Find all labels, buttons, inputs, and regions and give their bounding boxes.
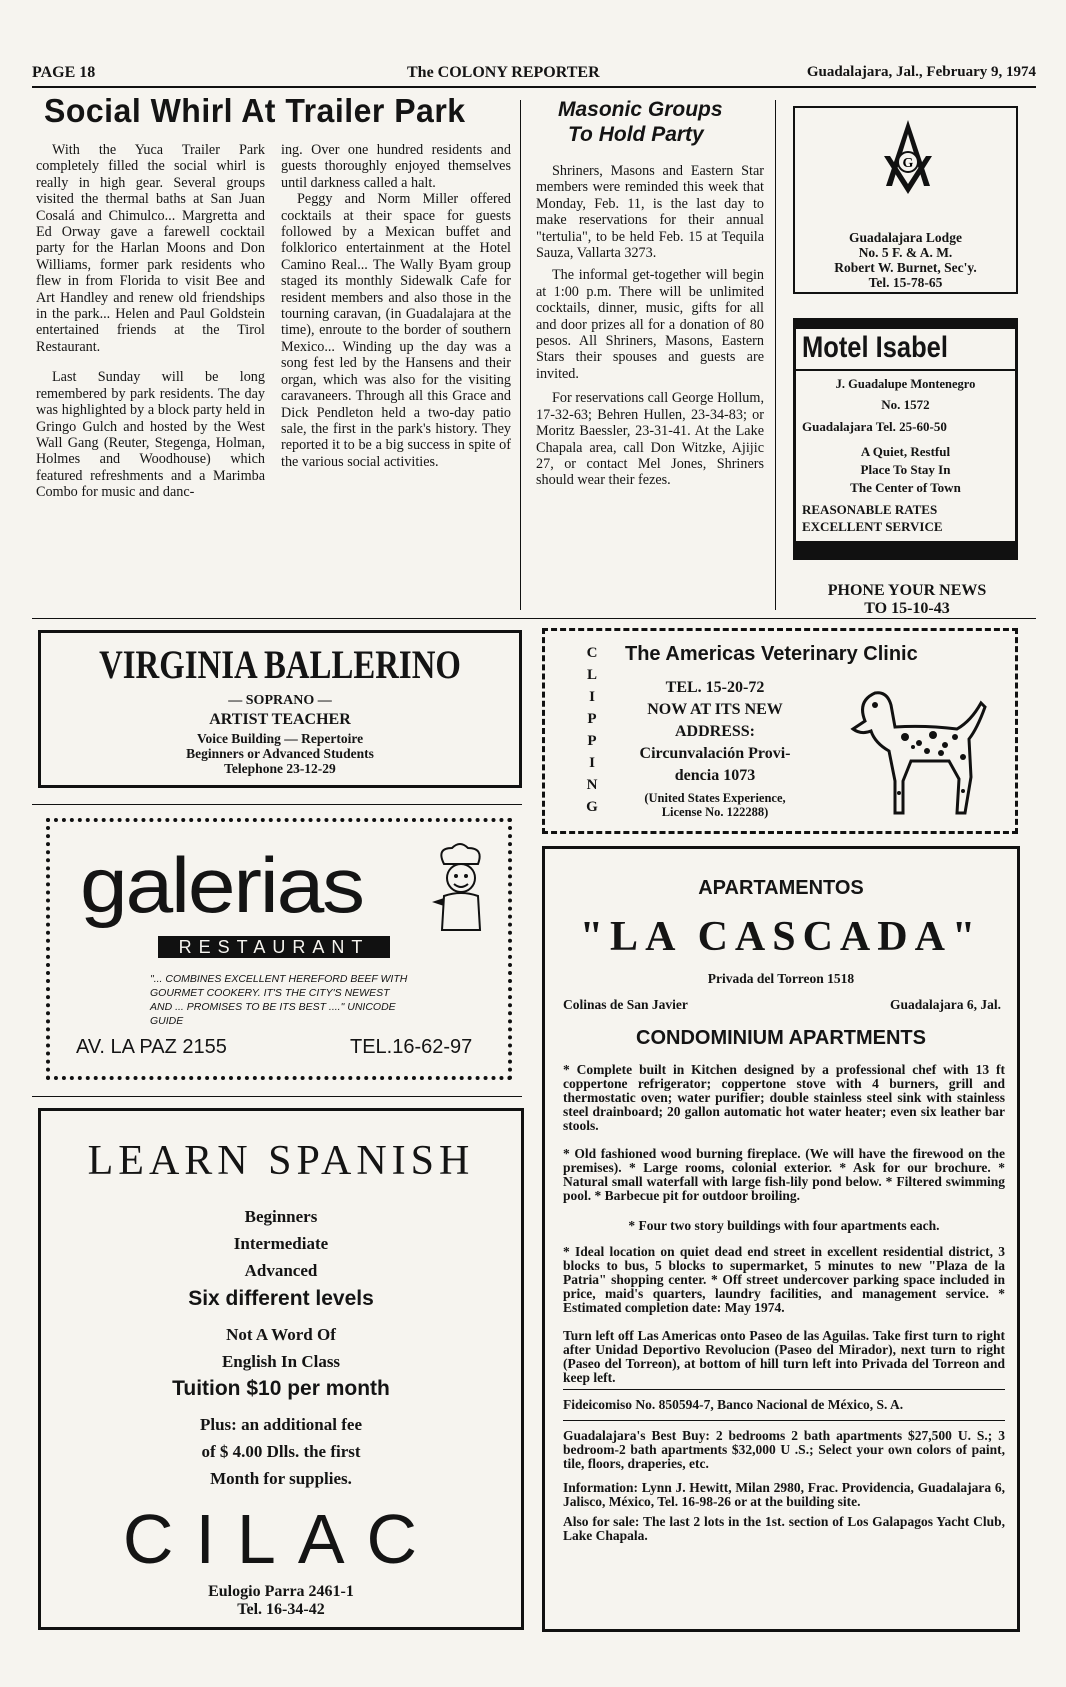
galerias-logo: galerias (80, 841, 363, 929)
lodge-name: Guadalajara Lodge (849, 230, 962, 245)
section-rule (32, 804, 522, 805)
cascada-directions: Turn left off Las Americas onto Paseo de las Aguilas. Take first turn to right after Unidad Deportivo Revolucion (Paseo del Mirador), next turn to right (Paseo del Torreon), at bottom of hill turn left into Privada del Torreon and keep left. (563, 1328, 1005, 1385)
section-rule (32, 618, 1036, 619)
spanish-six-levels: Six different levels (188, 1287, 374, 1310)
phone-news (793, 582, 1021, 618)
article-headline-trailer: Social Whirl At Trailer Park (44, 92, 466, 129)
motel-rates (802, 501, 943, 535)
spanish-line: English In Class (221, 1352, 341, 1371)
paragraph: Last Sunday will be long remembered by park residents. The day was highlighted by a block party held in Gringo Gulch and hosted by the West Wall Gang (Reuter, Stegenga, Holman, Holmes and Woodhouse) which featured refreshments and a Marimba Combo for music and danc- (36, 369, 265, 501)
header-rule (32, 86, 1036, 88)
motel-rates-line: REASONABLE RATES (802, 502, 938, 517)
virginia-soprano: — SOPRANO — (228, 693, 332, 708)
vet-line: ADDRESS: (674, 723, 755, 740)
cilac-address: Eulogio Parra 2461-1 (208, 1583, 354, 1600)
lodge-number: No. 5 F. & A. M. (858, 245, 953, 260)
cascada-best-buy: Guadalajara's Best Buy: 2 bedrooms 2 bath apartments $27,500 U. S.; 3 bedroom-2 bath apartments $32,000 U .S.; Select your own colors of paint, tile, floors, draperies, etc. (563, 1420, 1005, 1471)
motel-number: No. 1572 (881, 397, 930, 412)
virginia-name: VIRGINIA BALLERINO (99, 642, 461, 687)
article-headline-masonic-1: Masonic Groups (558, 98, 723, 121)
lodge-text (795, 230, 1016, 290)
virginia-line: Voice Building — Repertoire (196, 731, 364, 746)
cascada-information: Information: Lynn J. Hewitt, Milan 2980, Frac. Providencia, Guadalajara 6, Jalisco, México, Tel. 16-98-26 or at the building site. (563, 1480, 1005, 1509)
paper-name: The COLONY REPORTER (407, 64, 600, 81)
vet-ad (542, 628, 1018, 834)
emblem-letter: G (902, 156, 914, 171)
vet-line: License No. 122288) (661, 805, 769, 819)
motel-top-band (796, 321, 1015, 329)
vet-experience (615, 791, 815, 819)
spanish-tuition: Tuition $10 per month (172, 1377, 390, 1400)
vet-line: Circunvalación Provi- (639, 745, 791, 762)
motel-bottom-band (796, 541, 1015, 557)
spanish-line: of $ 4.00 Dlls. the first (201, 1442, 361, 1461)
virginia-line: Beginners or Advanced Students (186, 746, 374, 761)
cascada-fideicomiso: Fideicomiso No. 850594-7, Banco Nacional de México, S. A. (563, 1389, 1005, 1412)
article-trailer-col2 (281, 142, 511, 470)
vet-tel: TEL. 15-20-72 (665, 679, 765, 696)
masonic-emblem-icon (878, 116, 938, 198)
cascada-name: "LA CASCADA" (579, 914, 983, 960)
cascada-ad (542, 846, 1020, 1632)
cascada-apartamentos: APARTAMENTOS (698, 877, 864, 899)
article-headline-masonic-2: To Hold Party (568, 123, 704, 146)
spanish-title: LEARN SPANISH (87, 1138, 475, 1184)
cascada-address: Privada del Torreon 1518 (707, 971, 855, 986)
paragraph: ing. Over one hundred residents and guests thoroughly enjoyed themselves until darkness called a halt. (281, 142, 511, 191)
cascada-feature: * Complete built in Kitchen designed by a professional chef with 13 ft coppertone refrigerator; coppertone stove with 4 burners, grill and thermostatic oven; water purifier; double stainless steel sink with stainless steel drainboard; 20 gallon automatic hot water heater; even six leather bar stools. (563, 1062, 1005, 1133)
page-number: PAGE 18 (32, 64, 96, 81)
paragraph: With the Yuca Trailer Park completely filled the social whirl is really in high gear. Several groups visited the thermal baths at San Juan Cosalá and Chimulco... Margretta and Ed Orway gave a farewell cocktail party for the Harlan Moons and Don Williams, former park residents who flew in from Florida to visit Bee and Art Handley and renew old friendships in the park... Helen and Paul Goldstein entertained friends at the Tirol Restaurant. (36, 142, 265, 355)
phone-news-line: PHONE YOUR NEWS (827, 582, 987, 599)
cascada-city: Guadalajara 6, Jal. (889, 997, 1001, 1012)
cascada-feature: * Ideal location on quiet dead end street in excellent residential district, 3 blocks to bus, 5 blocks to supermarket, 5 minutes to new "Plaza de la Patria" shopping center. * Off street undercover parking space included in price, maid's quarters, laundry facilities, and management service. * Estimated completion date: May 1974. (563, 1244, 1005, 1315)
motel-rates-line: EXCELLENT SERVICE (802, 519, 943, 534)
dalmatian-dog-icon (845, 681, 995, 821)
divider (796, 369, 1015, 371)
lodge-ad (793, 106, 1018, 294)
lodge-tel: Tel. 15-78-65 (868, 275, 943, 290)
motel-tagline-line: A Quiet, Restful (860, 444, 951, 459)
section-rule (32, 1096, 522, 1097)
dateline: Guadalajara, Jal., February 9, 1974 (806, 64, 1036, 80)
spanish-level: Advanced (244, 1261, 318, 1280)
paragraph: For reservations call George Hollum, 17-32-63; Behren Hullen, 23-34-83; or Moritz Baessler, 23-31-41. At the Lake Chapala area, call Don Witzke, Ajijic 27, or contact Mel Jones, Shriners should wear their fezes. (536, 390, 764, 489)
lodge-secretary: Robert W. Burnet, Sec'y. (834, 260, 977, 275)
galerias-band: RESTAURANT (158, 936, 390, 958)
galerias-address: AV. LA PAZ 2155 (76, 1036, 227, 1058)
cascada-feature: * Old fashioned wood burning fireplace. (We will have the firewood on the premises). * Large rooms, colonial exterior. * Ask for our brochure. * Natural small waterfall with large fish-lily pond below. * Filtered swimming pool. * Barbecue pit for outdoor broiling. (563, 1146, 1005, 1203)
virginia-details (41, 731, 519, 776)
galerias-quote: "... COMBINES EXCELLENT HEREFORD BEEF WITH GOURMET COOKERY. IT'S THE CITY'S NEWEST AND ... PROMISES TO BE ITS BEST ...." UNICODE GUIDE (150, 973, 408, 1027)
column-rule (775, 100, 776, 610)
vet-line: NOW AT ITS NEW (647, 701, 783, 718)
galerias-tel: TEL.16-62-97 (350, 1036, 473, 1058)
paragraph: Peggy and Norm Miller offered cocktails at their space for guests followed by a Mexican buffet and folklorico entertainment at the Hotel Camino Real... The Wally Byam group staged its monthly Sidewalk Cafe for resident members and also those in the tourning caravan, (in Guadalajara at the time), enroute to the border of southern Mexico... Winding up the day was a song fest led by the Hansens and their organ, which was also for the visiting caravaneers. Through all this Grace and Dick Pendleton held a two-day patio sale, the first in the park's history. They reported it to be a big success in spite of the various social activities. (281, 191, 511, 470)
cascada-condo: CONDOMINIUM APARTMENTS (636, 1027, 926, 1049)
motel-tel: Guadalajara Tel. 25-60-50 (802, 419, 947, 434)
spanish-levels (41, 1203, 521, 1284)
motel-owner: J. Guadalupe Montenegro (835, 377, 976, 391)
paragraph: Shriners, Masons and Eastern Star members were reminded this week that Monday, Feb. 11, is the last day to make reservations for their annual "tertulia", to be held Feb. 15 at Tequila Sauza, Vallarta 3273. (536, 163, 764, 262)
cilac-brand: CILAC (122, 1500, 440, 1578)
motel-tagline-line: The Center of Town (850, 480, 961, 495)
motel-ad (793, 318, 1018, 560)
paragraph: The informal get-together will begin at 1:00 p.m. There will be unlimited cocktails, dinner, music, gifts for all and door prizes all for a donation of 80 pesos. All Shriners, Masons, Eastern Stars their spouses and guests are invited. (536, 267, 764, 382)
motel-name: Motel Isabel (802, 331, 948, 364)
cascada-lots: Also for sale: The last 2 lots in the 1st. section of Los Galapagos Yacht Club, Lake Chapala. (563, 1514, 1005, 1543)
virginia-ad (38, 630, 522, 788)
spanish-no-english (41, 1321, 521, 1375)
cascada-colinas: Colinas de San Javier (563, 997, 688, 1012)
virginia-teacher: ARTIST TEACHER (209, 711, 351, 728)
phone-news-line: TO 15-10-43 (864, 600, 950, 617)
spanish-level: Intermediate (233, 1234, 329, 1253)
cilac-tel: Tel. 16-34-42 (237, 1601, 325, 1618)
vet-clipping: CLIPPING (584, 645, 600, 821)
vet-details (615, 677, 815, 787)
spanish-line: Month for supplies. (210, 1469, 352, 1488)
virginia-line: Telephone 23-12-29 (224, 761, 336, 776)
galerias-ad (46, 818, 512, 1080)
spanish-ad (38, 1108, 524, 1630)
page-header (32, 58, 1036, 84)
cascada-features (563, 1063, 1005, 1543)
spanish-level: Beginners (244, 1207, 318, 1226)
vet-title: The Americas Veterinary Clinic (625, 643, 918, 665)
spanish-fee (41, 1411, 521, 1492)
cascada-feature: * Four two story buildings with four apartments each. (628, 1218, 940, 1233)
motel-tagline (796, 443, 1015, 497)
article-trailer-col1 (36, 142, 265, 501)
article-masonic (536, 163, 764, 489)
motel-tagline-line: Place To Stay In (860, 462, 951, 477)
chef-icon (426, 840, 496, 940)
vet-line: dencia 1073 (674, 767, 756, 784)
vet-line: (United States Experience, (644, 791, 786, 805)
spanish-line: Plus: an additional fee (200, 1415, 362, 1434)
column-rule (520, 100, 521, 610)
spanish-line: Not A Word Of (226, 1325, 336, 1344)
cilac-contact (41, 1583, 521, 1619)
